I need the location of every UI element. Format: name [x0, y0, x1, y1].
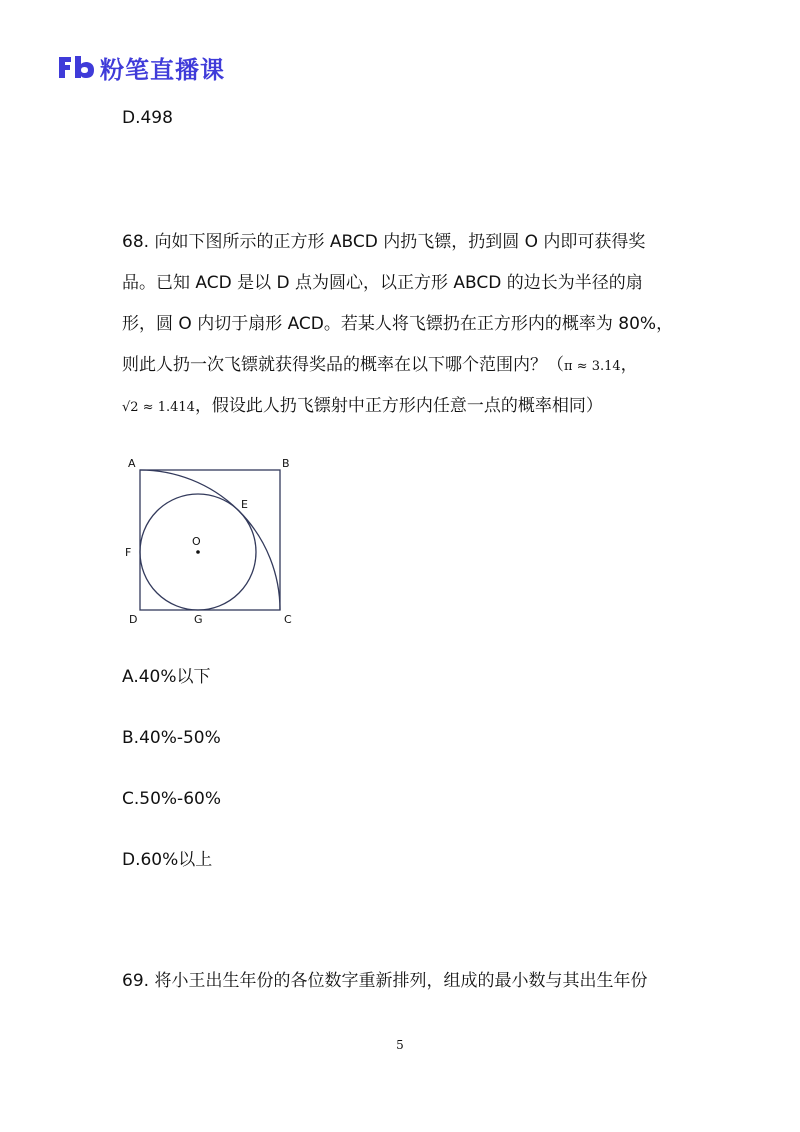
label-g: G — [194, 613, 203, 626]
question-68-line-4-text: 则此人扔一次飞镖就获得奖品的概率在以下哪个范围内？（ — [122, 355, 564, 375]
label-d: D — [129, 613, 138, 626]
geometry-figure — [118, 452, 303, 632]
center-point-o — [196, 550, 200, 554]
label-b: B — [282, 457, 290, 470]
question-68-line-5 — [122, 394, 603, 420]
option-d: D.60%以上 — [122, 850, 213, 870]
label-o: O — [192, 535, 201, 548]
question-68-line-2: 品。已知 ACD 是以 D 点为圆心，以正方形 ABCD 的边长为半径的扇 — [122, 273, 643, 293]
fenbi-logo-icon — [56, 52, 96, 82]
comma: ， — [620, 355, 638, 375]
label-a: A — [128, 457, 136, 470]
question-68-line-3: 形，圆 O 内切于扇形 ACD。若某人将飞镖扔在正方形内的概率为 80%， — [122, 314, 674, 334]
option-c: C.50%-60% — [122, 789, 221, 809]
question-68-line-4 — [122, 353, 638, 379]
brand-name: 粉笔直播课 — [100, 55, 225, 84]
pi-approximation: π ≈ 3.14 — [564, 359, 621, 374]
sector-arc-ac — [140, 470, 280, 610]
prev-option-d: D.498 — [122, 108, 173, 128]
question-68-line-5-text: ，假设此人扔飞镖射中正方形内任意一点的概率相同） — [194, 396, 603, 416]
label-c: C — [284, 613, 292, 626]
option-a: A.40%以下 — [122, 667, 211, 687]
page-number: 5 — [396, 1038, 404, 1052]
label-e: E — [241, 498, 248, 511]
question-68-line-1: 68. 向如下图所示的正方形 ABCD 内扔飞镖，扔到圆 O 内即可获得奖 — [122, 232, 646, 252]
square-abcd — [140, 470, 280, 610]
sqrt2-approximation: √2 ≈ 1.414 — [122, 400, 195, 415]
question-69-line-1: 69. 将小王出生年份的各位数字重新排列，组成的最小数与其出生年份 — [122, 971, 648, 991]
brand-logo — [56, 50, 225, 84]
label-f: F — [125, 546, 132, 559]
option-b: B.40%-50% — [122, 728, 221, 748]
